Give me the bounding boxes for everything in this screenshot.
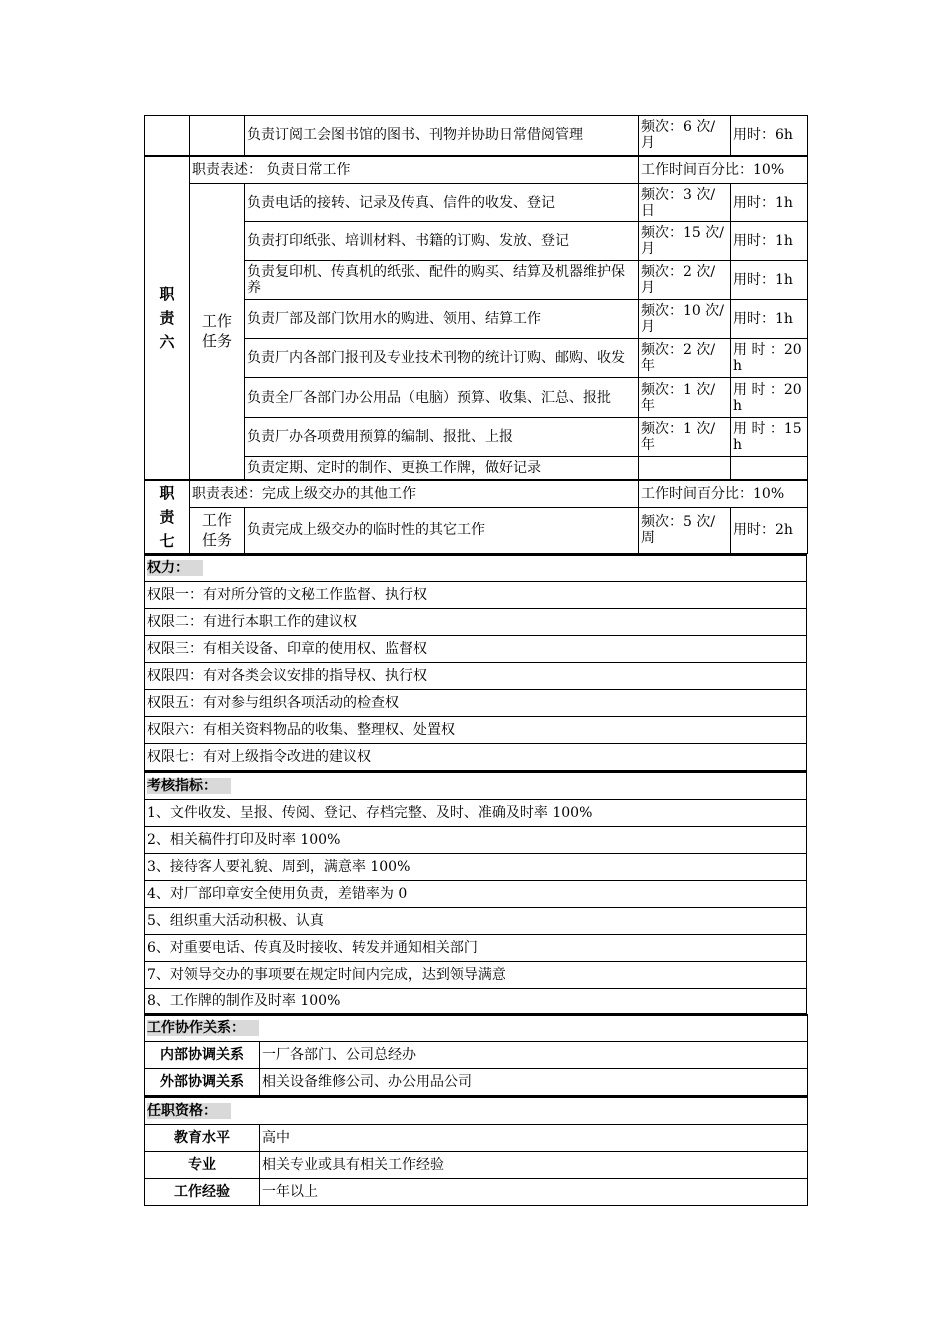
qual-label: 专业 xyxy=(145,1151,260,1178)
power-item: 权限二：有进行本职工作的建议权 xyxy=(145,609,807,636)
coop-table xyxy=(144,1014,808,1097)
task-time: 用时：1h xyxy=(731,184,808,222)
qual-value: 相关专业或具有相关工作经验 xyxy=(260,1151,808,1178)
task-freq: 频次：2 次/月 xyxy=(639,261,731,300)
coop-value: 一厂各部门、公司总经办 xyxy=(260,1042,808,1069)
task-freq: 频次：15 次/月 xyxy=(639,222,731,261)
task-freq: 频次：1 次/年 xyxy=(639,378,731,418)
duty6-percent: 工作时间百分比：10% xyxy=(639,156,808,184)
kpi-title: 考核指标： xyxy=(145,772,807,799)
power-item: 权限三：有相关设备、印章的使用权、监督权 xyxy=(145,636,807,663)
coop-label: 外部协调关系 xyxy=(145,1069,260,1096)
task-time: 用时：1h xyxy=(731,300,808,339)
qual-label: 教育水平 xyxy=(145,1124,260,1151)
power-item: 权限六：有相关资料物品的收集、整理权、处置权 xyxy=(145,717,807,744)
duty6-statement: 职责表述： 负责日常工作 xyxy=(190,156,639,184)
task-time: 用 时 ：20h xyxy=(731,339,808,378)
duty6-task-label: 工作 任务 xyxy=(190,184,245,480)
kpi-item: 1、文件收发、呈报、传阅、登记、存档完整、及时、准确及时率 100% xyxy=(145,799,807,826)
power-item: 权限四：有对各类会议安排的指导权、执行权 xyxy=(145,663,807,690)
duty7-statement: 职责表述：完成上级交办的其他工作 xyxy=(190,480,639,508)
qual-value: 一年以上 xyxy=(260,1178,808,1205)
power-item: 权限一：有对所分管的文秘工作监督、执行权 xyxy=(145,582,807,609)
kpi-item: 6、对重要电话、传真及时接收、转发并通知相关部门 xyxy=(145,934,807,961)
duties-table xyxy=(144,115,808,554)
duty6-statement-row xyxy=(145,156,808,184)
task-row xyxy=(145,300,808,339)
kpi-item: 8、工作牌的制作及时率 100% xyxy=(145,988,807,1013)
task-desc: 负责厂办各项费用预算的编制、报批、上报 xyxy=(245,418,639,457)
task-time: 用时：2h xyxy=(731,507,808,553)
task-desc: 负责电话的接转、记录及传真、信件的收发、登记 xyxy=(245,184,639,222)
task-time: 用时：6h xyxy=(731,116,808,156)
task-desc: 负责全厂各部门办公用品（电脑）预算、收集、汇总、报批 xyxy=(245,378,639,418)
empty-cell xyxy=(190,116,245,156)
duty7-percent: 工作时间百分比：10% xyxy=(639,480,808,508)
task-desc: 负责厂内各部门报刊及专业技术刊物的统计订购、邮购、收发 xyxy=(245,339,639,378)
kpi-item: 3、接待客人要礼貌、周到，满意率 100% xyxy=(145,853,807,880)
kpi-item: 4、对厂部印章安全使用负责，差错率为 0 xyxy=(145,880,807,907)
task-time: 用 时 ：15h xyxy=(731,418,808,457)
duty7-statement-row xyxy=(145,480,808,508)
task-freq: 频次：2 次/年 xyxy=(639,339,731,378)
task-freq: 频次：5 次/周 xyxy=(639,507,731,553)
qualification-table xyxy=(144,1096,808,1206)
qual-label: 工作经验 xyxy=(145,1178,260,1205)
powers-title: 权力： xyxy=(145,555,807,582)
task-freq: 频次：6 次/月 xyxy=(639,116,731,156)
task-freq xyxy=(639,457,731,480)
power-item: 权限七：有对上级指令改进的建议权 xyxy=(145,744,807,771)
task-desc: 负责厂部及部门饮用水的购进、领用、结算工作 xyxy=(245,300,639,339)
task-row xyxy=(145,222,808,261)
empty-cell xyxy=(145,116,190,156)
task-time: 用 时 ：20h xyxy=(731,378,808,418)
task-freq: 频次：3 次/日 xyxy=(639,184,731,222)
task-desc: 负责复印机、传真机的纸张、配件的购买、结算及机器维护保养 xyxy=(245,261,639,300)
task-row xyxy=(145,184,808,222)
coop-value: 相关设备维修公司、办公用品公司 xyxy=(260,1069,808,1096)
task-row xyxy=(145,457,808,480)
task-desc: 负责完成上级交办的临时性的其它工作 xyxy=(245,507,639,553)
duty7-label: 职 责 七 xyxy=(145,480,190,554)
powers-table xyxy=(144,554,807,772)
qual-title: 任职资格： xyxy=(145,1097,808,1124)
job-description-page xyxy=(144,115,807,1206)
task-desc: 负责打印纸张、培训材料、书籍的订购、发放、登记 xyxy=(245,222,639,261)
power-item: 权限五：有对参与组织各项活动的检查权 xyxy=(145,690,807,717)
coop-title: 工作协作关系： xyxy=(145,1015,808,1042)
task-row xyxy=(145,378,808,418)
task-time: 用时：1h xyxy=(731,222,808,261)
duty6-label: 职 责 六 xyxy=(145,156,190,480)
kpi-item: 2、相关稿件打印及时率 100% xyxy=(145,826,807,853)
task-row xyxy=(145,116,808,156)
task-freq: 频次：10 次/月 xyxy=(639,300,731,339)
task-row xyxy=(145,261,808,300)
task-desc: 负责订阅工会图书馆的图书、刊物并协助日常借阅管理 xyxy=(245,116,639,156)
task-freq: 频次：1 次/年 xyxy=(639,418,731,457)
duty7-task-label: 工作 任务 xyxy=(190,507,245,553)
task-row xyxy=(145,507,808,553)
task-row xyxy=(145,339,808,378)
kpi-table xyxy=(144,771,807,1014)
task-row xyxy=(145,418,808,457)
kpi-item: 7、对领导交办的事项要在规定时间内完成，达到领导满意 xyxy=(145,961,807,988)
qual-value: 高中 xyxy=(260,1124,808,1151)
kpi-item: 5、组织重大活动积极、认真 xyxy=(145,907,807,934)
task-time xyxy=(731,457,808,480)
task-time: 用时：1h xyxy=(731,261,808,300)
coop-label: 内部协调关系 xyxy=(145,1042,260,1069)
task-desc: 负责定期、定时的制作、更换工作牌，做好记录 xyxy=(245,457,639,480)
